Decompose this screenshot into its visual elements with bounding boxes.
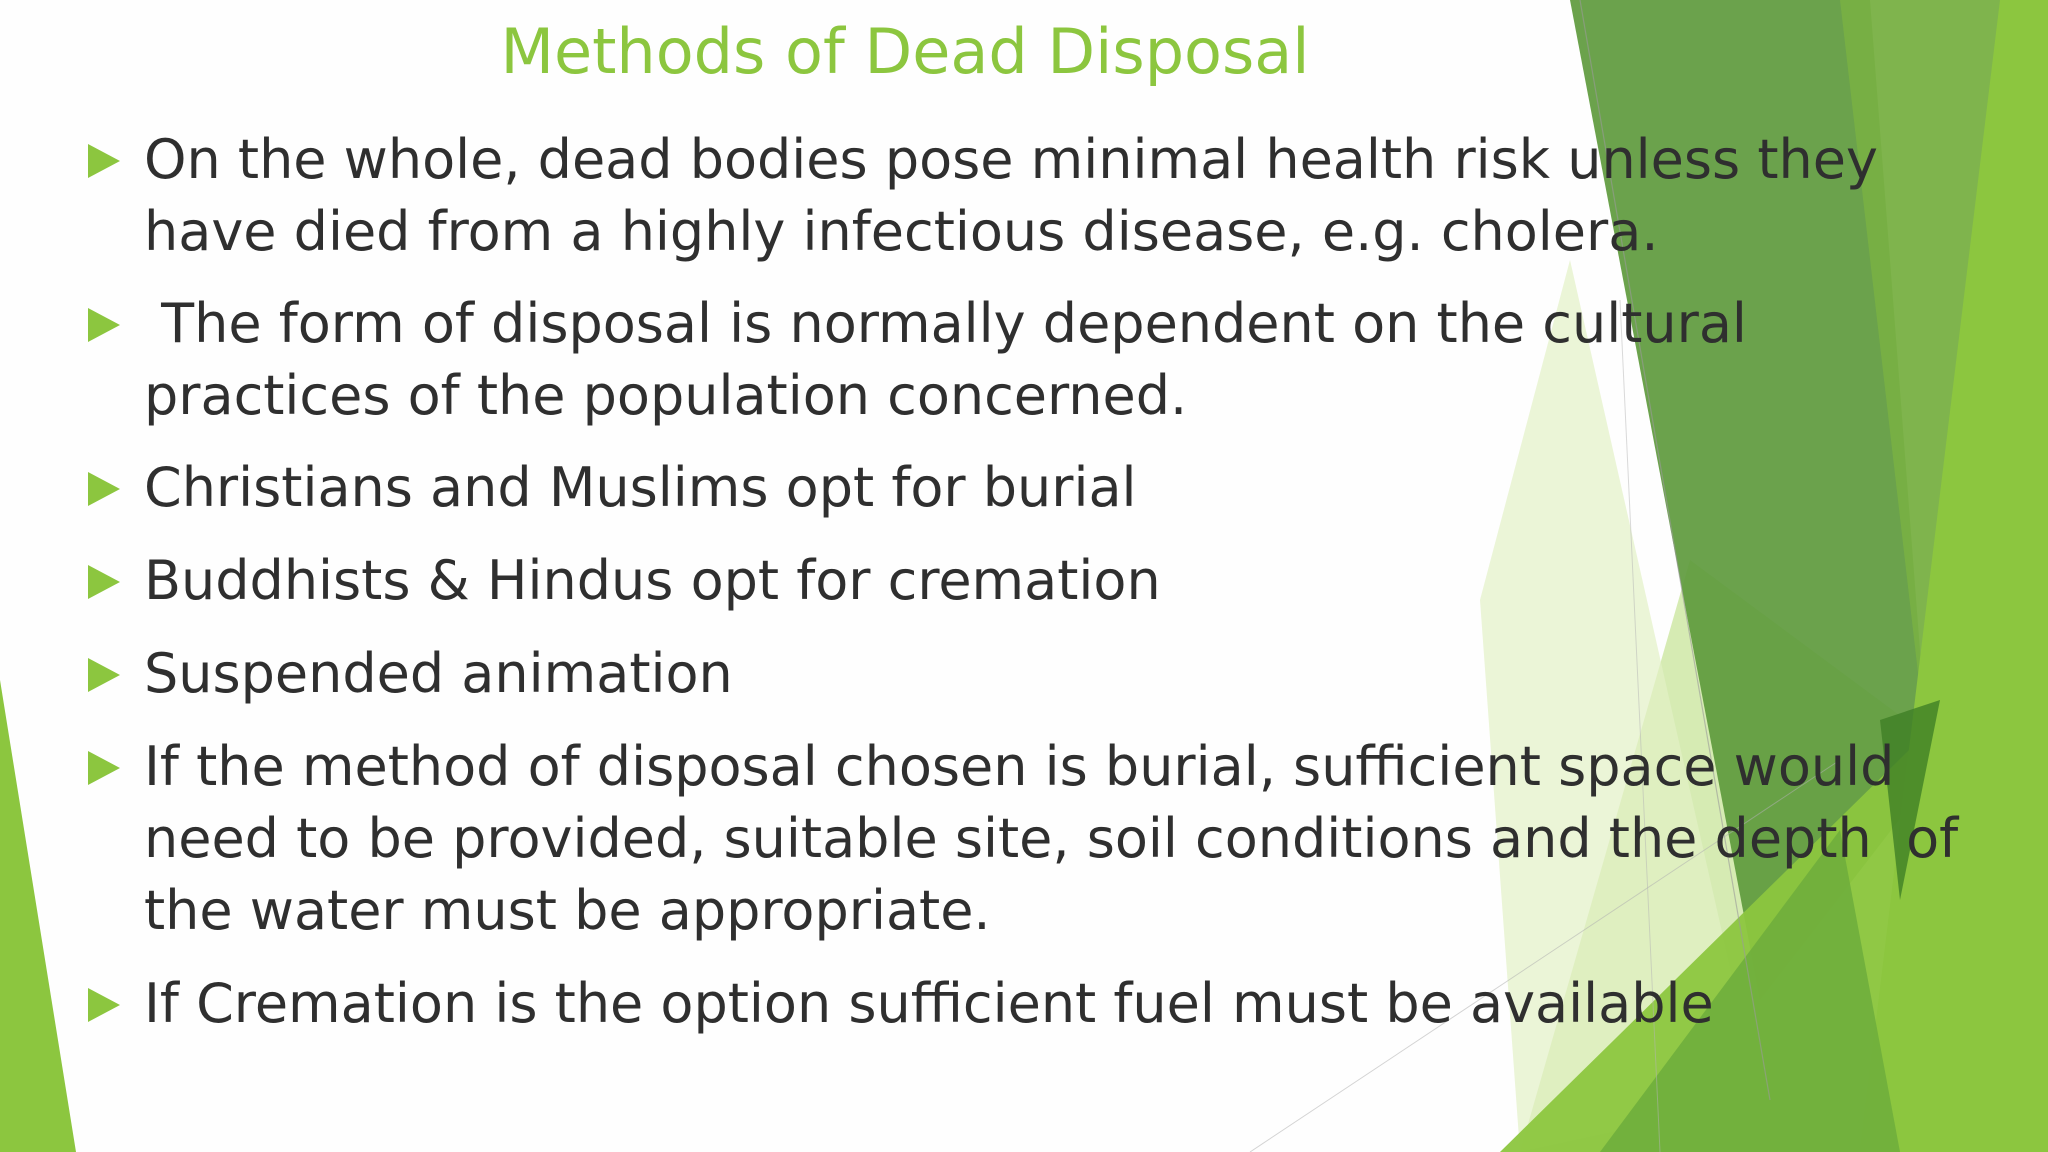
- bullet-arrow-icon: [88, 565, 120, 599]
- bullet-2-line-2: practices of the population concerned.: [144, 364, 1188, 427]
- bullet-7-line-1: If Cremation is the option sufficient fuel must be available: [144, 972, 1714, 1035]
- bullet-1-line-1: On the whole, dead bodies pose minimal health risk unless they: [144, 128, 1878, 191]
- bullet-6-line-3: the water must be appropriate.: [144, 879, 991, 942]
- bullet-arrow-icon: [88, 988, 120, 1022]
- bullet-arrow-icon: [88, 751, 120, 785]
- bullet-arrow-icon: [88, 658, 120, 692]
- bullet-arrow-icon: [88, 308, 120, 342]
- bullet-5-line-1: Suspended animation: [144, 642, 733, 705]
- bullet-arrow-icon: [88, 144, 120, 178]
- bullet-4-line-1: Buddhists & Hindus opt for cremation: [144, 549, 1161, 612]
- bullet-2-line-1: The form of disposal is normally dependent on the cultural: [144, 292, 1747, 355]
- slide-title: Methods of Dead Disposal: [500, 15, 1310, 88]
- bullet-1-line-2: have died from a highly infectious disease, e.g. cholera.: [144, 200, 1659, 263]
- left-green-sliver: [0, 680, 76, 1152]
- bullet-6-line-2: need to be provided, suitable site, soil conditions and the depth of: [144, 807, 1959, 870]
- bullet-3-line-1: Christians and Muslims opt for burial: [144, 456, 1137, 519]
- bullet-arrow-icon: [88, 472, 120, 506]
- bullet-6-line-1: If the method of disposal chosen is burial, sufficient space would: [144, 735, 1895, 798]
